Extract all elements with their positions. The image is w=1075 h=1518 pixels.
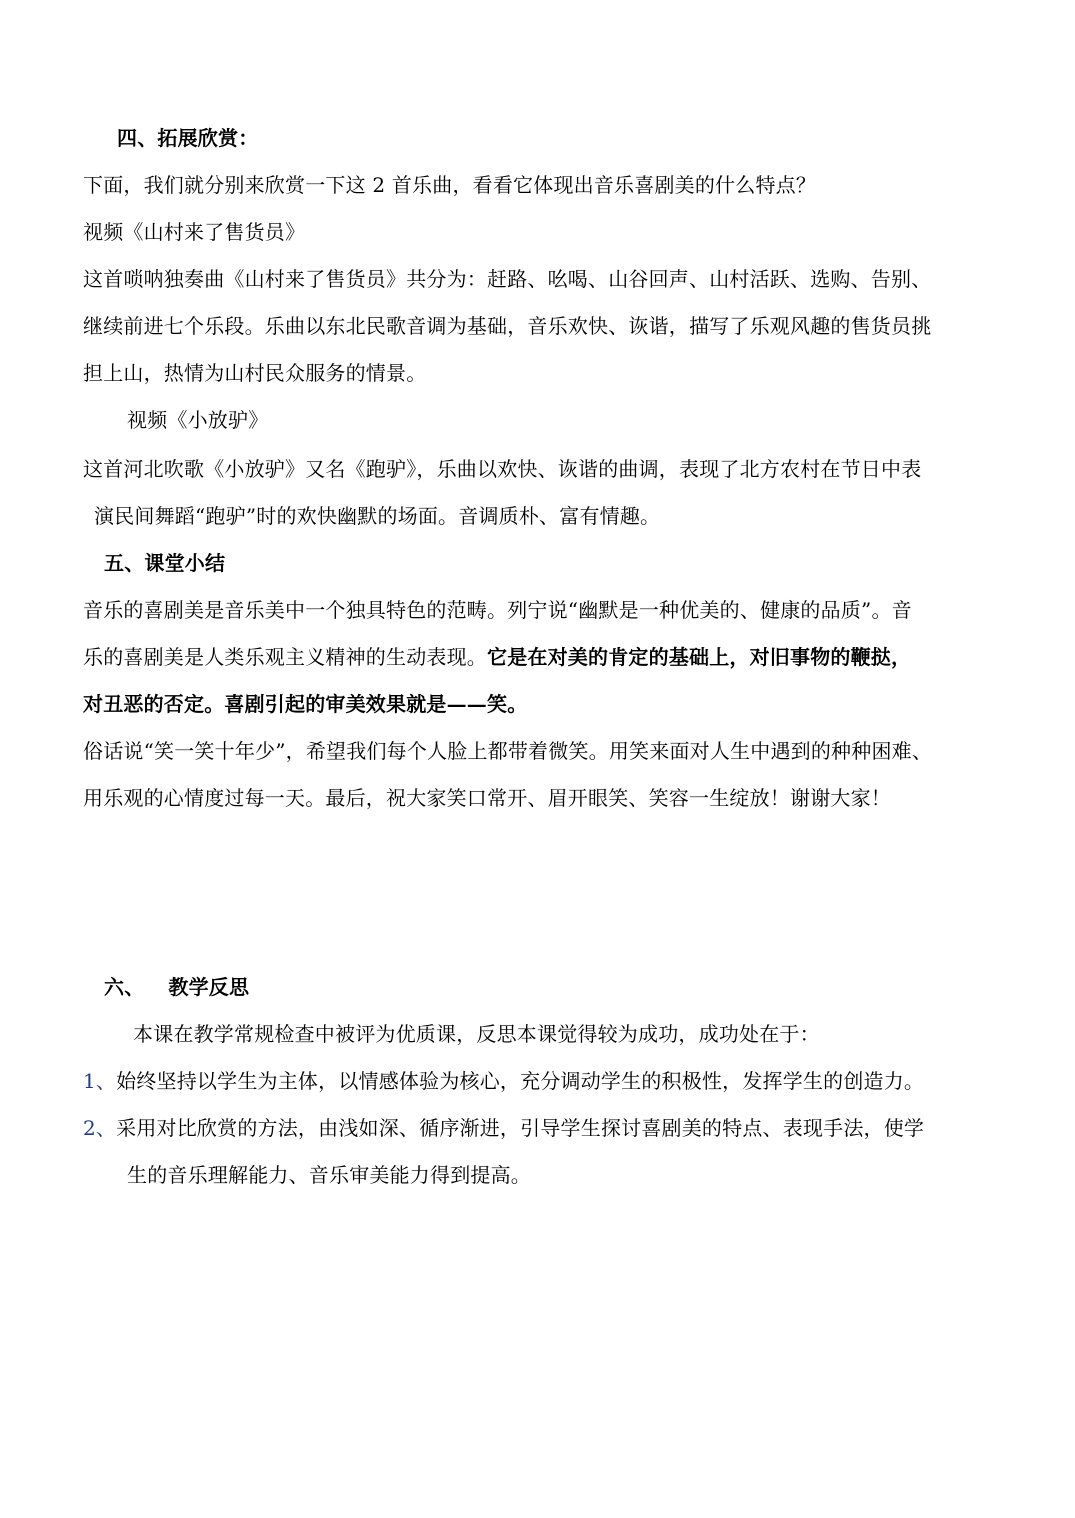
closing-line-2: 用乐观的心情度过每一天。最后，祝大家笑口常开、眉开眼笑、笑容一生绽放！谢谢大家！ — [83, 786, 891, 810]
section-5-heading: 五、课堂小结 — [104, 551, 226, 575]
video-1-desc-line-3: 担上山，热情为山村民众服务的情景。 — [83, 361, 427, 385]
summary-line-2-bold: 它是在对美的肯定的基础上，对旧事物的鞭挞， — [487, 645, 912, 669]
video-1-desc-line-2: 继续前进七个乐段。乐曲以东北民歌音调为基础，音乐欢快、诙谐，描写了乐观风趣的售货员挑 — [83, 314, 932, 338]
reflection-item-1-text: 始终坚持以学生为主体，以情感体验为核心，充分调动学生的积极性，发挥学生的创造力。 — [116, 1069, 925, 1093]
summary-line-3-bold: 对丑恶的否定。喜剧引起的审美效果就是——笑。 — [83, 692, 528, 716]
reflection-item-2-number: 2、 — [83, 1116, 117, 1140]
video-1-desc-line-1: 这首唢呐独奏曲《山村来了售货员》共分为：赶路、吆喝、山谷回声、山村活跃、选购、告别、 — [83, 267, 932, 291]
reflection-item-2 — [83, 1114, 998, 1142]
reflection-intro: 本课在教学常规检查中被评为优质课，反思本课觉得较为成功，成功处在于： — [133, 1022, 820, 1046]
video-2-title: 视频《小放驴》 — [127, 408, 269, 432]
section-6-heading-num: 六、 — [104, 975, 145, 999]
section-6-heading-text: 教学反思 — [168, 975, 250, 999]
video-1-title: 视频《山村来了售货员》 — [83, 220, 306, 244]
reflection-item-2-text: 采用对比欣赏的方法，由浅如深、循序渐进，引导学生探讨喜剧美的特点、表现手法，使学 — [116, 1116, 925, 1140]
summary-line-2-normal: 乐的喜剧美是人类乐观主义精神的生动表现。 — [83, 645, 487, 669]
closing-line-1: 俗话说“笑一笑十年少”，希望我们每个人脸上都带着微笑。用笑来面对人生中遇到的种种困难、 — [83, 739, 933, 763]
summary-line-2 — [83, 643, 998, 671]
section-6-heading — [104, 973, 1019, 1001]
reflection-item-1-number: 1、 — [83, 1069, 117, 1093]
section-4-intro: 下面，我们就分别来欣赏一下这 2 首乐曲，看看它体现出音乐喜剧美的什么特点？ — [83, 173, 817, 197]
reflection-item-2-continued: 生的音乐理解能力、音乐审美能力得到提高。 — [127, 1163, 531, 1187]
video-2-desc-line-2: 演民间舞蹈“跑驴”时的欢快幽默的场面。音调质朴、富有情趣。 — [94, 504, 661, 528]
reflection-item-1 — [83, 1067, 998, 1095]
video-2-desc-line-1: 这首河北吹歌《小放驴》又名《跑驴》，乐曲以欢快、诙谐的曲调，表现了北方农村在节日中表 — [83, 457, 922, 481]
summary-line-1: 音乐的喜剧美是音乐美中一个独具特色的范畴。列宁说“幽默是一种优美的、健康的品质”。音 — [83, 598, 912, 622]
section-4-heading: 四、拓展欣赏： — [117, 126, 259, 150]
